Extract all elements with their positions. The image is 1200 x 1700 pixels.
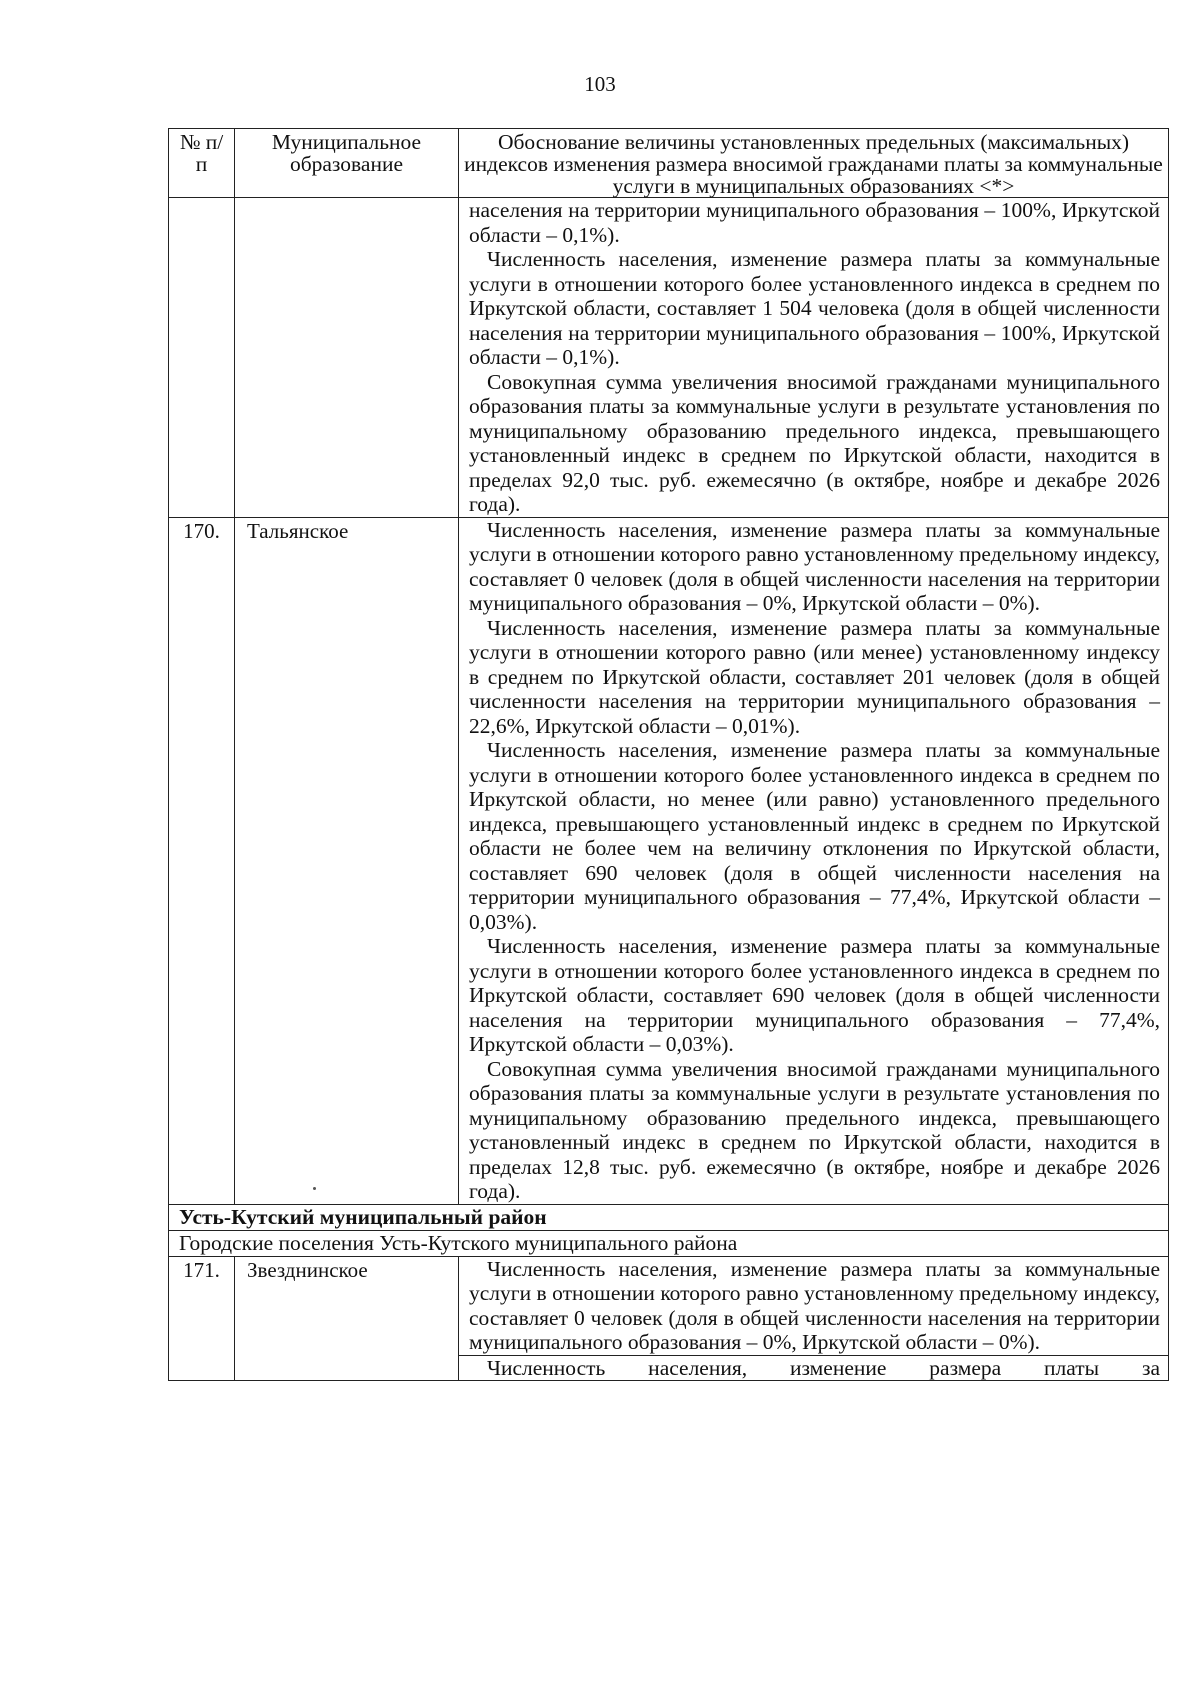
table-row-continuation	[169, 198, 1169, 518]
paragraph: населения на территории муниципального образования – 100%, Иркутской области – 0,1%).	[469, 198, 1160, 247]
section-title: Усть-Кутский муниципальный район	[169, 1204, 1169, 1230]
table-row-170	[169, 517, 1169, 1204]
municipality-name: Тальянское	[235, 517, 459, 1204]
table-header-row	[169, 129, 1169, 198]
table-row-171	[169, 1256, 1169, 1355]
paragraph: Численность населения, изменение размера платы за	[487, 1355, 1160, 1380]
paragraph: Численность населения, изменение размера платы за коммунальные услуги в отношении которого более установленного индекса в среднем по Иркутской области, составляет 1 504 человека (доля в общей численности населения на территории муниципального образования – 100%, Иркутской области – 0,1%).	[469, 247, 1160, 369]
table-subsection-row	[169, 1230, 1169, 1256]
header-number: № п/п	[169, 129, 235, 198]
row-number: 170.	[169, 517, 235, 1204]
cell-municipality-empty	[235, 198, 459, 518]
paragraph: Численность населения, изменение размера платы за коммунальные услуги в отношении которого более установленного индекса в среднем по Иркутской области, но менее (или равно) установленного предельного индекса, превышающего установленный индекс в среднем по Иркутской области не более чем на величину отклонения по Иркутской области, составляет 690 человек (доля в общей численности населения на территории муниципального образования – 77,4%, Иркутской области – 0,03%).	[469, 738, 1160, 934]
cell-justification-cont	[459, 1355, 1169, 1381]
paragraph: Совокупная сумма увеличения вносимой гражданами муниципального образования платы за коммунальные услуги в результате установления по муниципальному образованию предельного индекса, превышающего установленный индекс в среднем по Иркутской области, находится в пределах 12,8 тыс. руб. ежемесячно (в октябре, ноябре и декабре 2026 года).	[469, 1056, 1160, 1203]
scan-speck	[313, 1187, 316, 1190]
paragraph: Численность населения, изменение размера платы за коммунальные услуги в отношении которого более установленного индекса в среднем по Иркутской области, составляет 690 человек (доля в общей численности населения на территории муниципального образования – 77,4%, Иркутской области – 0,03%).	[469, 934, 1160, 1056]
paragraph: Численность населения, изменение размера платы за коммунальные услуги в отношении которого равно (или менее) установленному индексу в среднем по Иркутской области, составляет 201 человек (доля в общей численности населения на территории муниципального образования – 22,6%, Иркутской области – 0,01%).	[469, 615, 1160, 738]
page-number: 103	[584, 72, 616, 96]
cell-justification	[459, 1256, 1169, 1355]
municipality-name: Звезднинское	[235, 1256, 459, 1381]
cell-justification-continuation	[459, 198, 1169, 518]
table-section-row	[169, 1204, 1169, 1230]
header-justification: Обоснование величины установленных предельных (максимальных) индексов изменения размера вносимой гражданами платы за коммунальные услуги в муниципальных образованиях <*>	[459, 129, 1169, 198]
paragraph: Совокупная сумма увеличения вносимой гражданами муниципального образования платы за коммунальные услуги в результате установления по муниципальному образованию предельного индекса, превышающего установленный индекс в среднем по Иркутской области, находится в пределах 92,0 тыс. руб. ежемесячно (в октябре, ноябре и декабре 2026 года).	[469, 369, 1160, 516]
paragraph: Численность населения, изменение размера платы за коммунальные услуги в отношении которого равно установленному предельному индексу, составляет 0 человек (доля в общей численности населения на территории муниципального образования – 0%, Иркутской области – 0%).	[469, 1256, 1160, 1354]
cell-number-empty	[169, 198, 235, 518]
header-municipality: Муниципальное образование	[235, 129, 459, 198]
paragraph: Численность населения, изменение размера платы за коммунальные услуги в отношении которого равно установленному предельному индексу, составляет 0 человек (доля в общей численности населения на территории муниципального образования – 0%, Иркутской области – 0%).	[469, 517, 1160, 615]
subsection-title: Городские поселения Усть-Кутского муниципального района	[169, 1230, 1169, 1256]
cell-justification	[459, 517, 1169, 1204]
row-number: 171.	[169, 1256, 235, 1381]
indices-table	[168, 128, 1169, 1381]
